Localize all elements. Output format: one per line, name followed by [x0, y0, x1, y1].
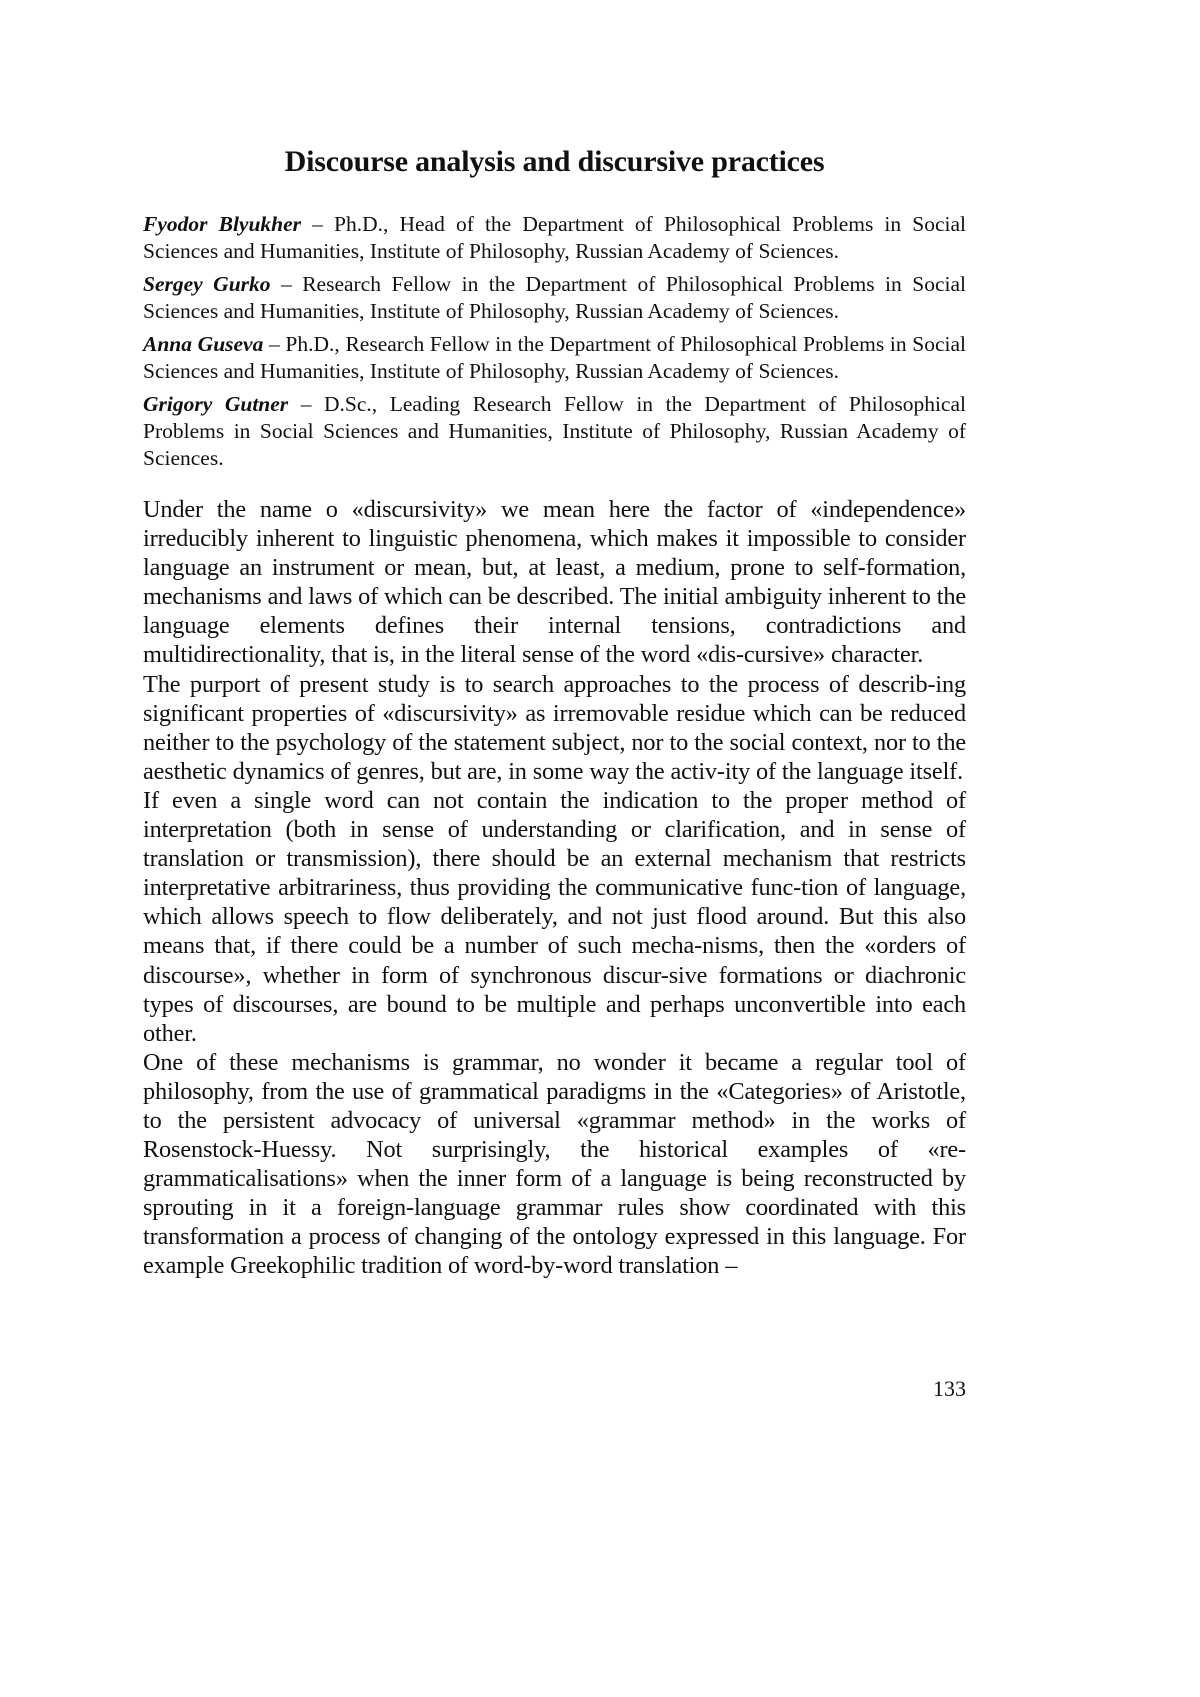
- author-entry: [143, 391, 966, 472]
- page-number: 133: [933, 1376, 966, 1401]
- author-affiliation: – Ph.D., Research Fellow in the Department of Philosophical Problems in Social Sciences and Humanities, Institute of Philosophy, Russian Academy of Sciences.: [143, 332, 966, 383]
- author-affiliation: – D.Sc., Leading Research Fellow in the Department of Philosophical Problems in Social Sciences and Humanities, Institute of Philosophy, Russian Academy of Sciences.: [143, 392, 966, 470]
- author-affiliation: – Ph.D., Head of the Department of Philosophical Problems in Social Sciences and Humanities, Institute of Philosophy, Russian Academy of Sciences.: [143, 212, 967, 263]
- author-name: Grigory Gutner: [143, 392, 289, 416]
- article-body: [143, 495, 966, 1281]
- author-entry: [143, 331, 966, 385]
- article-title: Discourse analysis and discursive practices: [284, 145, 825, 178]
- author-name: Anna Guseva: [143, 332, 264, 356]
- body-paragraph: If even a single word can not contain the indication to the proper method of interpretation (both in sense of understanding or clarification, and in sense of translation or transmission), there should be an external mechanism that restricts interpretative arbitrariness, thus providing the communicative func-tion of language, which allows speech to flow deliberately, and not just flood around. But this also means that, if there could be a number of such mecha-nisms, then the «orders of discourse», whether in form of synchronous discur-sive formations or diachronic types of discourses, are bound to be multiple and perhaps unconvertible into each other.: [143, 786, 966, 1047]
- author-list: [143, 211, 966, 478]
- author-name: Sergey Gurko: [143, 272, 271, 296]
- body-paragraph: The purport of present study is to search approaches to the process of describ-ing significant properties of «discursivity» as irremovable residue which can be reduced neither to the psychology of the statement subject, nor to the social context, nor to the aesthetic dynamics of genres, but are, in some way the activ-ity of the language itself.: [143, 670, 966, 785]
- author-affiliation: – Research Fellow in the Department of Philosophical Problems in Social Sciences and Humanities, Institute of Philosophy, Russian Academy of Sciences.: [143, 272, 966, 323]
- author-entry: [143, 211, 966, 265]
- author-name: Fyodor Blyukher: [143, 212, 302, 236]
- body-paragraph: One of these mechanisms is grammar, no wonder it became a regular tool of philosophy, from the use of grammatical paradigms in the «Categories» of Aristotle, to the persistent advocacy of universal «grammar method» in the works of Rosenstock-Huessy. Not surprisingly, the historical examples of «re-grammaticalisations» when the inner form of a language is being reconstructed by sprouting in it a foreign-language grammar rules show coordinated with this transformation a process of changing of the ontology expressed in this language. For example Greekophilic tradition of word-by-word translation –: [143, 1048, 966, 1280]
- body-paragraph: Under the name o «discursivity» we mean here the factor of «independence» irreducibly inherent to linguistic phenomena, which makes it impossible to consider language an instrument or mean, but, at least, a medium, prone to self-formation, mechanisms and laws of which can be described. The initial ambiguity inherent to the language elements defines their internal tensions, contradictions and multidirectionality, that is, in the literal sense of the word «dis-cursive» character.: [143, 496, 966, 669]
- author-entry: [143, 271, 966, 325]
